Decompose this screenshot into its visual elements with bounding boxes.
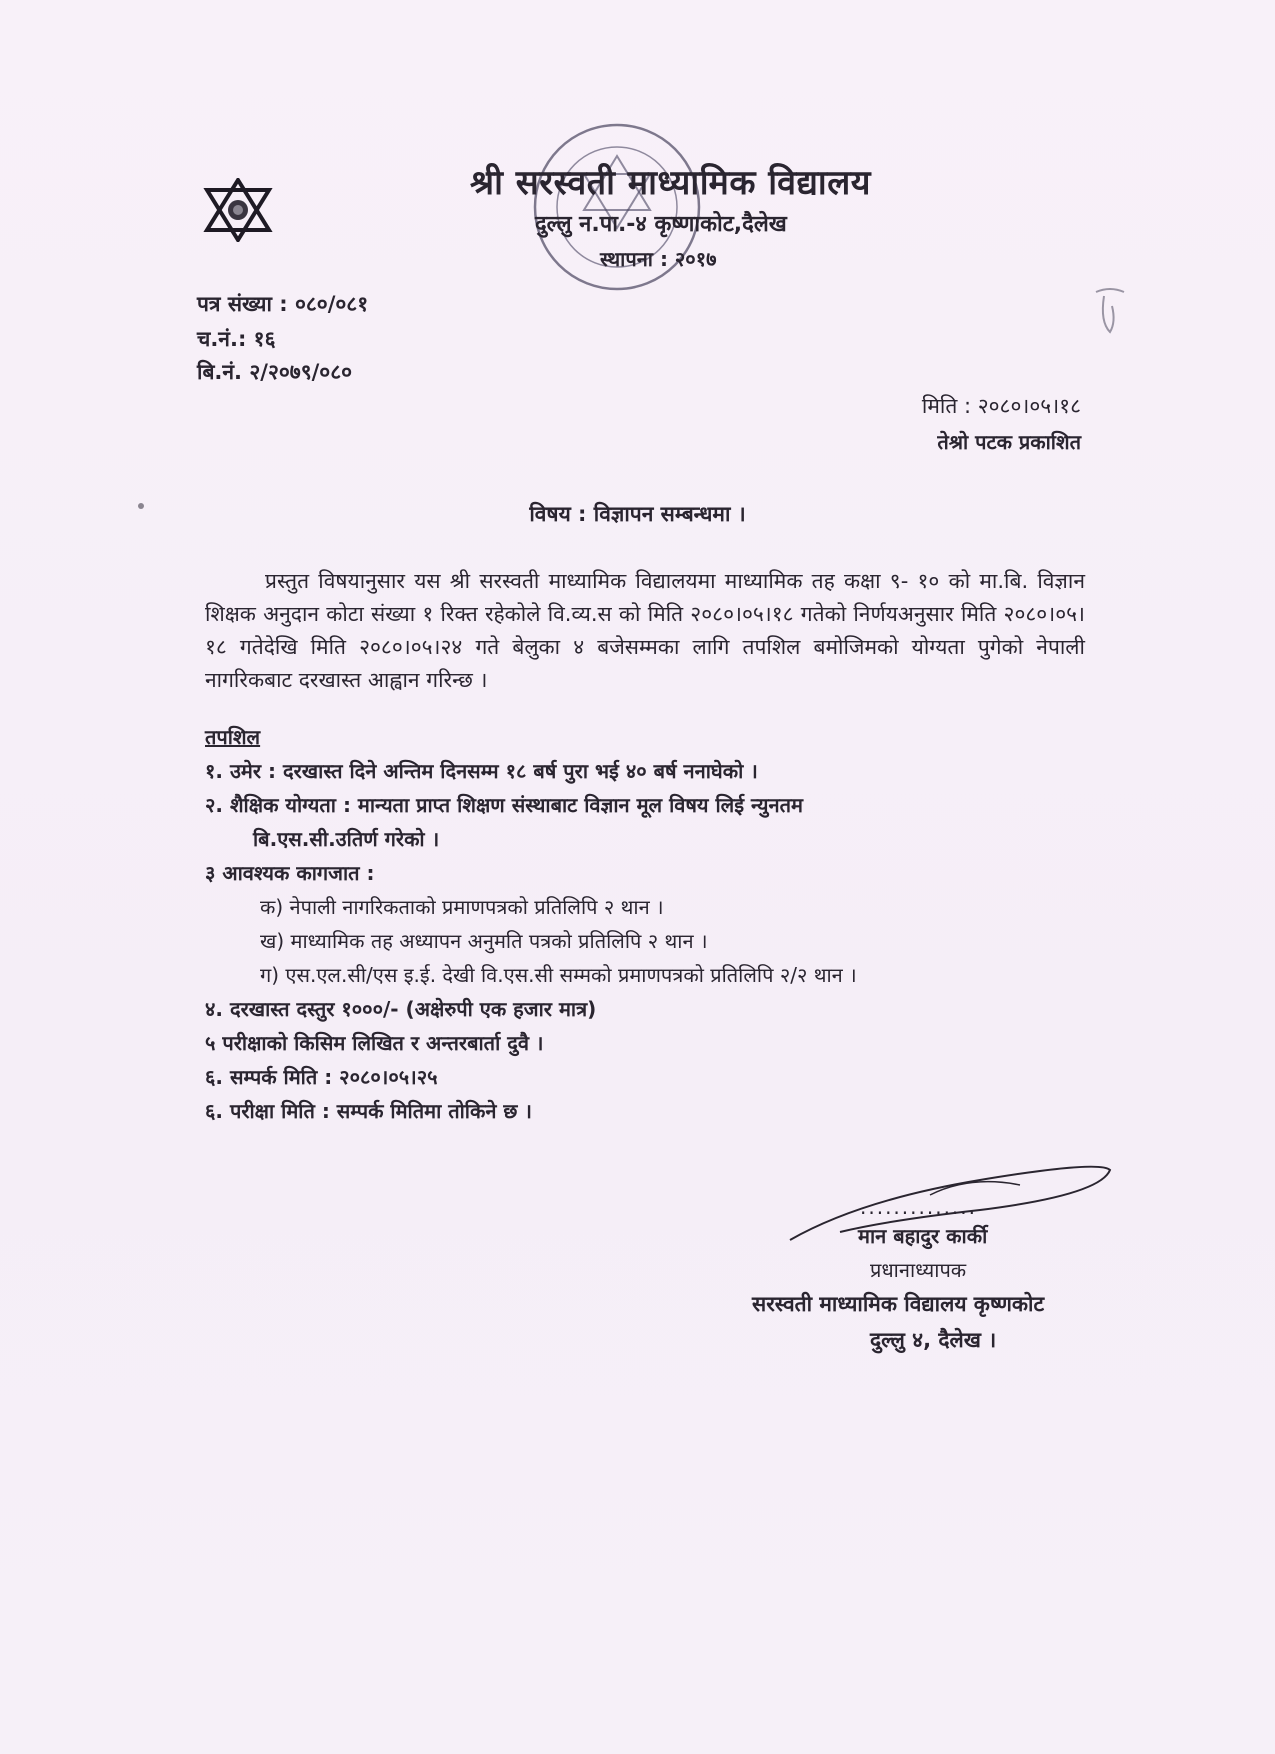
detail-document-certificates: ग) एस.एल.सी/एस इ.ई. देखी वि.एस.सी सम्मको प्रमाणपत्रको प्रतिलिपि २/२ थान । (260, 963, 857, 987)
letter-subject: विषय : विज्ञापन सम्बन्धमा । (529, 502, 746, 526)
detail-age: १. उमेर : दरखास्त दिने अन्तिम दिनसम्म १८ बर्ष पुरा भई ४० बर्ष ननाघेको । (205, 759, 758, 783)
bi-number: बि.नं. २/२०७९/०८० (197, 360, 353, 384)
detail-exam-date: ६. परीक्षा मिति : सम्पर्क मितिमा तोकिने छ । (205, 1099, 532, 1123)
signature-dots: .............. (860, 1195, 978, 1219)
dispatch-number: च.नं.: १६ (197, 327, 276, 351)
letter-body: प्रस्तुत विषयानुसार यस श्री सरस्वती माध्यामिक विद्यालयमा माध्यामिक तह कक्षा ९- १० को मा.बि. विज्ञान शिक्षक अनुदान कोटा संख्या १ रिक्त रहेकोले वि.व्य.स को मिति २०८०।०५।१८ गतेको निर्णयअनुसार मिति २०८०।०५।१८ गतेदेखि मिति २०८०।०५।२४ गते बेलुका ४ बजेसम्मका लागि तपशिल बमोजिमको योग्यता पुगेको नेपाली नागरिकबाट दरखास्त आह्वान गरिन्छ । (205, 569, 1085, 692)
pen-mark-icon (1090, 282, 1130, 342)
signatory-name: मान बहादुर कार्की (858, 1224, 988, 1248)
details-heading: तपशिल (205, 725, 261, 749)
detail-qualification (205, 788, 1085, 856)
school-address: दुल्लु न.पा.-४ कृष्णाकोट,दैलेख (535, 212, 787, 237)
signatory-role: प्रधानाध्यापक (870, 1258, 967, 1282)
detail-exam-type: ५ परीक्षाको किसिम लिखित र अन्तरबार्ता दुवै । (205, 1031, 544, 1055)
detail-fee: ४. दरखास्त दस्तुर १०००/- (अक्षेरुपी एक हजार मात्र) (205, 997, 597, 1021)
issue-date: मिति : २०८०।०५।१८ (921, 394, 1081, 418)
nepal-star-emblem-icon (203, 178, 273, 242)
signatory-organization: सरस्वती माध्यामिक विद्यालय कृष्णकोट (752, 1292, 1045, 1316)
detail-contact-date: ६. सम्पर्क मिति : २०८०।०५।२५ (205, 1065, 438, 1089)
signatory-place: दुल्लु ४, दैलेख । (870, 1328, 997, 1352)
publication-note: तेश्रो पटक प्रकाशित (937, 430, 1081, 454)
school-name: श्री सरस्वती माध्यामिक विद्यालय (470, 163, 871, 203)
detail-document-citizenship: क) नेपाली नागरिकताको प्रमाणपत्रको प्रतिलिपि २ थान । (260, 895, 664, 919)
detail-documents-heading: ३ आवश्यक कागजात : (205, 861, 375, 885)
letter-number: पत्र संख्या : ०८०/०८१ (197, 292, 369, 316)
detail-qualification-line1: २. शैक्षिक योग्यता : मान्यता प्राप्त शिक्षण संस्थाबाट विज्ञान मूल विषय लिई न्युनतम (205, 793, 803, 817)
details-list (205, 720, 1085, 1128)
detail-qualification-line2: बि.एस.सी.उतिर्ण गरेको । (253, 827, 440, 851)
detail-document-license: ख) माध्यामिक तह अध्यापन अनुमति पत्रको प्रतिलिपि २ थान । (260, 929, 708, 953)
school-established: स्थापना : २०१७ (600, 247, 717, 271)
